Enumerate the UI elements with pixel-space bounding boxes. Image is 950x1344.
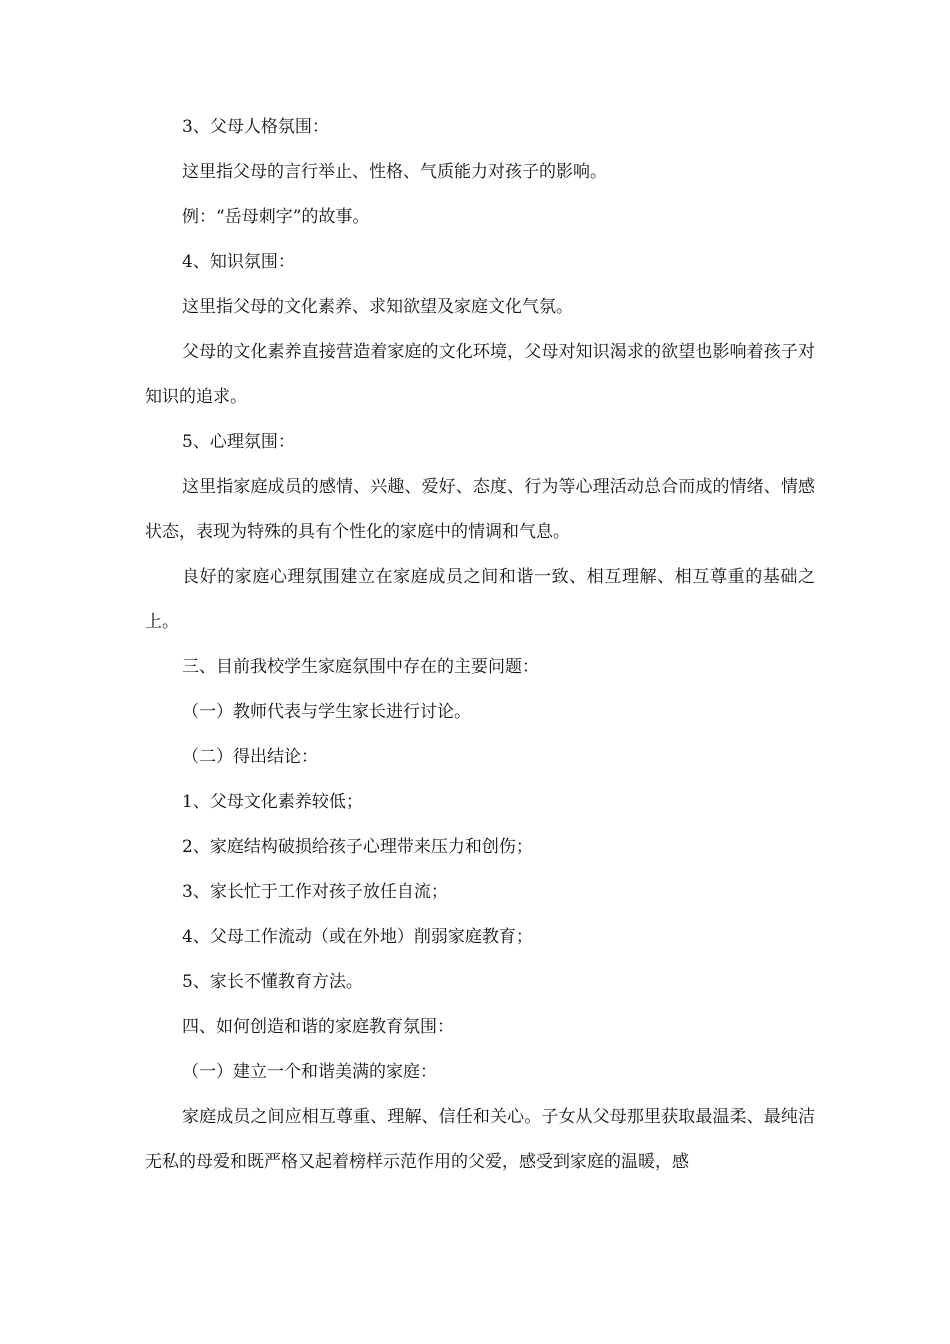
paragraph: 家庭成员之间应相互尊重、理解、信任和关心。子女从父母那里获取最温柔、最纯洁无私的母爱和既严格又起着榜样示范作用的父爱，感受到家庭的温暖，感: [145, 1107, 815, 1172]
subheading: （一）建立一个和谐美满的家庭：: [182, 1062, 437, 1082]
list-item: 5、家长不懂教育方法。: [182, 972, 363, 992]
paragraph: 良好的家庭心理氛围建立在家庭成员之间和谐一致、相互理解、相互尊重的基础之上。: [145, 567, 815, 632]
subheading: （二）得出结论：: [182, 747, 318, 767]
list-item: 2、家庭结构破损给孩子心理带来压力和创伤；: [182, 837, 533, 857]
subheading: （一）教师代表与学生家长进行讨论。: [182, 702, 471, 722]
paragraph: 父母的文化素养直接营造着家庭的文化环境，父母对知识渴求的欲望也影响着孩子对知识的追求。: [145, 342, 815, 407]
list-item: 3、家长忙于工作对孩子放任自流；: [182, 882, 448, 902]
list-item: 1、父母文化素养较低；: [182, 792, 363, 812]
section-heading-4: 四、如何创造和谐的家庭教育氛围：: [182, 1017, 454, 1037]
paragraph: 这里指父母的言行举止、性格、气质能力对孩子的影响。: [182, 162, 607, 182]
section-heading-3: 三、目前我校学生家庭氛围中存在的主要问题：: [182, 657, 539, 677]
paragraph: 这里指家庭成员的感情、兴趣、爱好、态度、行为等心理活动总合而成的情绪、情感状态，表现为特殊的具有个性化的家庭中的情调和气息。: [145, 477, 815, 542]
list-item: 4、父母工作流动（或在外地）削弱家庭教育；: [182, 927, 533, 947]
heading-parent-personality: 3、父母人格氛围：: [182, 117, 329, 137]
paragraph: 例：“岳母刺字”的故事。: [182, 207, 370, 227]
paragraph: 这里指父母的文化素养、求知欲望及家庭文化气氛。: [182, 297, 573, 317]
heading-psychology: 5、心理氛围：: [182, 432, 295, 452]
heading-knowledge: 4、知识氛围：: [182, 252, 295, 272]
